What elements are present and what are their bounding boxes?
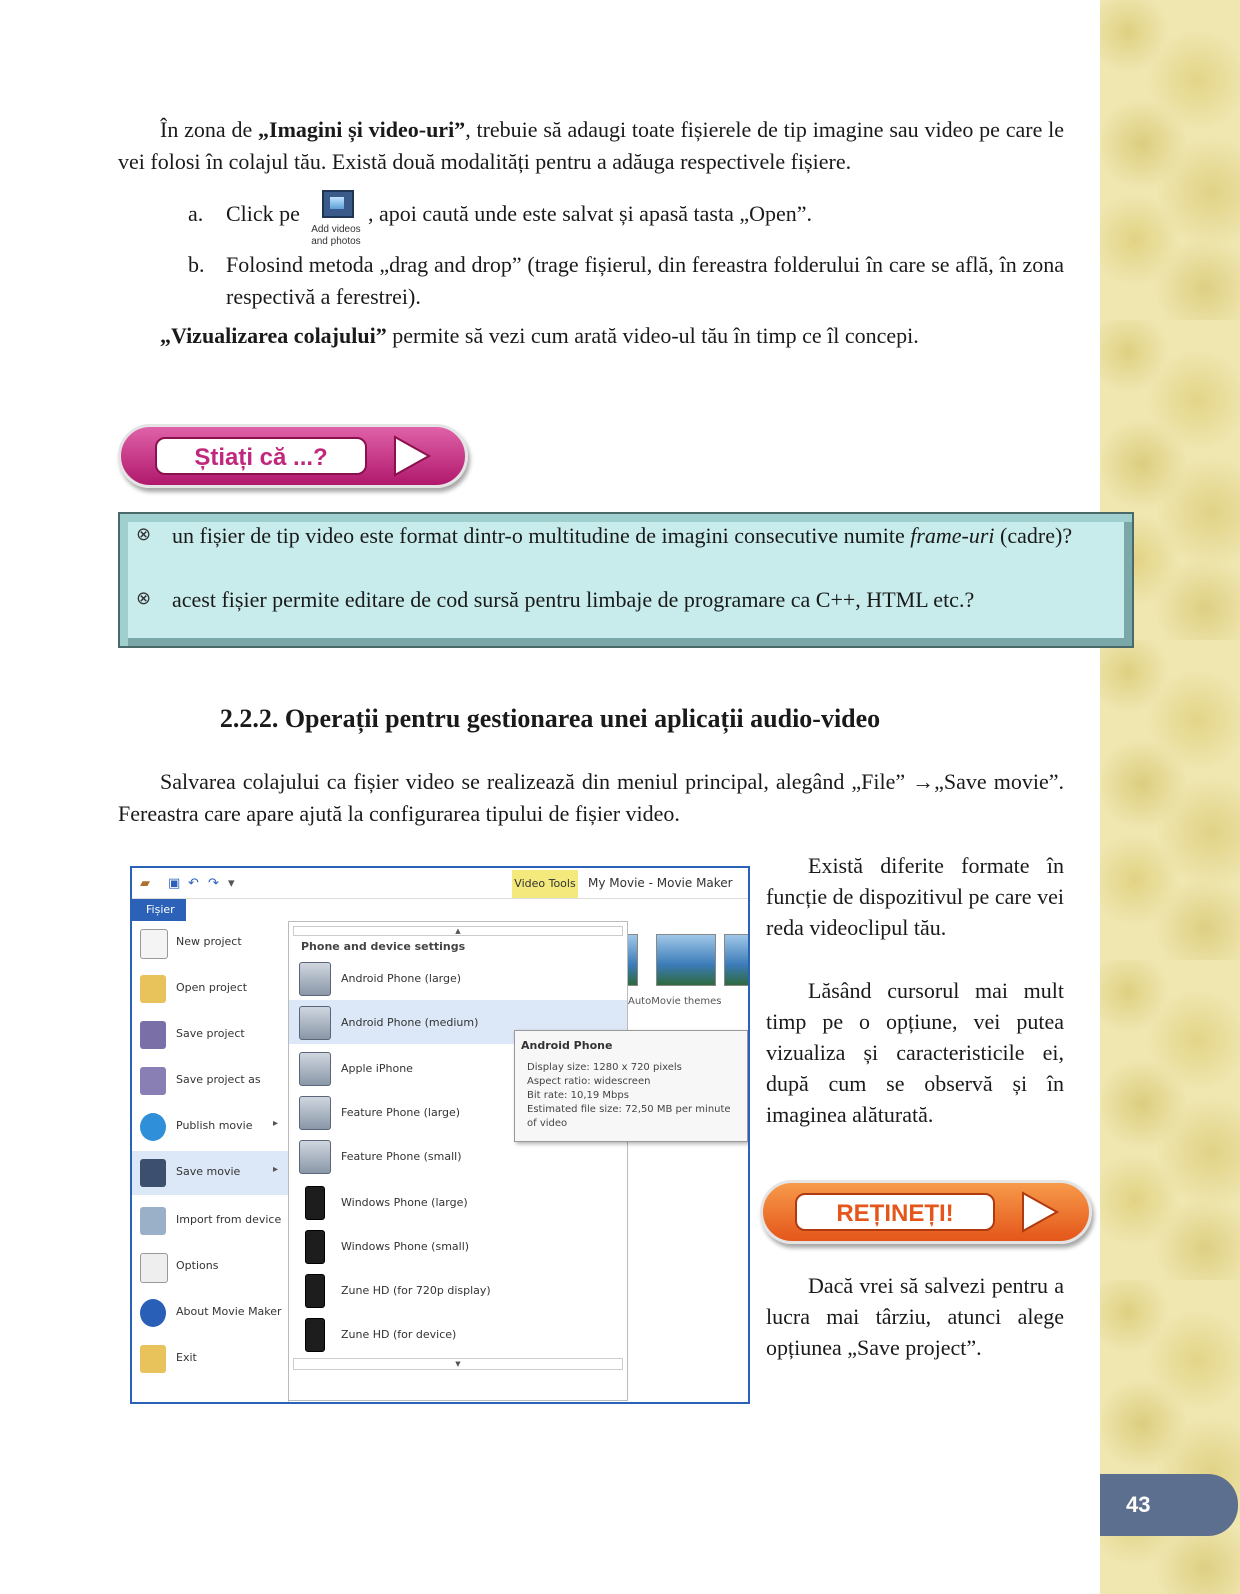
tooltip-line: Estimated file size: 72,50 MB per minute of video (527, 1104, 731, 1129)
submenu-item-label: Windows Phone (large) (341, 1196, 468, 1209)
camera-icon (299, 1006, 331, 1040)
open-folder-icon (140, 975, 166, 1003)
page-number: 43 (1100, 1474, 1238, 1536)
save-movie-paragraph (118, 766, 1064, 830)
retineti-text: Dacă vrei să salvezi pentru a lucra mai târziu, atunci alege opțiunea „Save project”. (766, 1273, 1064, 1360)
submenu-item-label: Zune HD (for device) (341, 1328, 457, 1341)
preview-text-suffix: permite să vezi cum arată video-ul tău în timp ce îl concepi. (386, 323, 919, 348)
scroll-up-icon[interactable]: ▲ (293, 926, 623, 936)
list-b-text: Folosind metoda „drag and drop” (trage fișierul, din fereastra folderului în care se află, în zona respectivă a ferestrei). (226, 252, 1064, 309)
add-videos-photos-icon (306, 184, 366, 250)
file-menu (132, 921, 289, 1404)
menu-item-new-project[interactable] (132, 921, 288, 965)
redo-icon[interactable]: ↷ (208, 876, 219, 891)
menu-item-options[interactable] (132, 1245, 288, 1289)
callout-item-2-text: acest fișier permite editare de cod sursă pentru limbaje de programare ca C++, HTML etc.? (172, 587, 975, 612)
play-arrow-icon (389, 433, 433, 479)
theme-thumbnails (628, 930, 750, 990)
submenu-item-zune-720p[interactable] (289, 1268, 627, 1312)
intro-text-prefix: În zona de (160, 117, 259, 142)
camera-icon (299, 1140, 331, 1174)
play-arrow-icon (1017, 1189, 1061, 1235)
retineti-banner (760, 1180, 1092, 1244)
submenu-item-label: Feature Phone (small) (341, 1150, 462, 1163)
movie-maker-screenshot (130, 866, 750, 1404)
theme-thumbnail[interactable] (724, 934, 750, 986)
side-paragraph-tooltip (766, 975, 1064, 1130)
intro-text-suffix: , trebuie să adaugi toate fișierele de tip imagine sau video pe care le vei folosi în colajul tău. Există două modalități pentru a adăuga respectivele fișiere. (118, 117, 1065, 174)
scroll-down-icon[interactable]: ▼ (293, 1358, 623, 1370)
section-heading: 2.2.2. Operații pentru gestionarea unei aplicații audio-video (219, 704, 881, 733)
menu-item-open-project[interactable] (132, 967, 288, 1011)
intro-paragraph (118, 114, 1064, 178)
undo-icon[interactable]: ↶ (188, 876, 199, 891)
submenu-item-windows-large[interactable] (289, 1180, 627, 1224)
menu-item-label: Exit (176, 1351, 197, 1364)
film-save-icon (140, 1159, 166, 1187)
exit-icon (140, 1345, 166, 1373)
menu-item-label: Save movie (176, 1165, 241, 1178)
stiati-ca-banner (118, 424, 468, 488)
menu-item-save-project-as[interactable] (132, 1059, 288, 1103)
film-icon (322, 190, 354, 218)
video-tools-tab[interactable]: Video Tools (512, 870, 578, 898)
side-paragraph-formats (766, 850, 1064, 943)
save-as-icon (140, 1067, 166, 1095)
submenu-item-label: Apple iPhone (341, 1062, 413, 1075)
menu-item-publish-movie[interactable] (132, 1105, 288, 1149)
menu-item-label: Options (176, 1259, 219, 1272)
menu-item-label: New project (176, 935, 242, 948)
did-you-know-box (118, 512, 1134, 648)
submenu-item-label: Feature Phone (large) (341, 1106, 461, 1119)
save-movie-submenu (288, 921, 628, 1401)
menu-item-label: Import from device (176, 1213, 282, 1226)
retineti-label: REȚINEȚI! (795, 1193, 995, 1231)
list-a-after: , apoi caută unde este salvat și apasă tasta „Open”. (367, 201, 813, 226)
phone-icon (305, 1186, 325, 1220)
stiati-ca-label: Știați că ...? (155, 437, 367, 475)
phone-icon (305, 1318, 325, 1352)
submenu-item-label: Android Phone (large) (341, 972, 462, 985)
list-item-b (188, 249, 1064, 313)
tooltip-line: Display size: 1280 x 720 pixels (527, 1062, 682, 1073)
save-icon[interactable]: ▣ (168, 876, 181, 891)
decorative-sidebar (1100, 0, 1240, 1594)
side-paragraph-tooltip-text: Lăsând cursorul mai mult timp pe o opțiune, vei putea vizualiza și caracteristicile ei, după cum se observă și în imaginea alăturată. (766, 978, 1064, 1127)
menu-item-exit[interactable] (132, 1337, 288, 1381)
callout-item-1-text: un fișier de tip video este format dintr-o multitudine de imagini consecutive numite (172, 523, 911, 548)
menu-item-label: About Movie Maker (176, 1305, 282, 1318)
list-marker-b: b. (188, 252, 205, 277)
automovie-themes-label: AutoMovie themes (628, 996, 722, 1007)
callout-item-1 (172, 520, 1112, 552)
camera-icon (299, 1052, 331, 1086)
camera-icon (299, 962, 331, 996)
menu-item-label: Save project (176, 1027, 245, 1040)
menu-item-save-movie[interactable] (132, 1151, 288, 1195)
add-videos-caption: Add videos and photos (311, 224, 361, 247)
list-item-a (188, 198, 1064, 250)
side-paragraph-formats-text: Există diferite formate în funcție de dispozitivul pe care vei reda videoclipul tău. (766, 853, 1064, 940)
submenu-item-zune-device[interactable] (289, 1312, 627, 1356)
callout-item-2 (172, 584, 1112, 616)
title-bar (132, 868, 748, 899)
preview-bold-term: „Vizualizarea colajului” (160, 323, 387, 348)
submenu-arrow-icon: ▸ (272, 1164, 278, 1175)
tooltip-title: Android Phone (521, 1039, 613, 1052)
new-project-icon (140, 929, 168, 959)
tooltip-line: Bit rate: 10,19 Mbps (527, 1090, 629, 1101)
save-movie-text: Salvarea colajului ca fișier video se realizează din meniul principal, alegând „File” →„Save movie”. Fereastra care apare ajută la configurarea tipului de fișier video. (118, 769, 1064, 826)
save-icon (140, 1021, 166, 1049)
intro-bold-term: „Imagini și video-uri” (258, 117, 466, 142)
submenu-item-windows-small[interactable] (289, 1224, 627, 1268)
callout-item-1-after: (cadre)? (994, 523, 1073, 548)
submenu-item-label: Android Phone (medium) (341, 1016, 479, 1029)
menu-item-save-project[interactable] (132, 1013, 288, 1057)
customize-dropdown-icon[interactable]: ▾ (228, 876, 235, 891)
phone-icon (305, 1274, 325, 1308)
device-tooltip (514, 1030, 748, 1142)
menu-item-label: Publish movie (176, 1119, 253, 1132)
info-icon (140, 1299, 166, 1327)
submenu-item-label: Zune HD (for 720p display) (341, 1284, 491, 1297)
preview-paragraph (118, 320, 1064, 352)
submenu-heading: Phone and device settings (301, 940, 466, 953)
window-title: My Movie - Movie Maker (588, 876, 733, 890)
globe-icon (140, 1113, 166, 1141)
submenu-item-label: Windows Phone (small) (341, 1240, 470, 1253)
menu-item-about[interactable] (132, 1291, 288, 1335)
submenu-item-android-large[interactable] (289, 956, 627, 1000)
app-icon: ▰ (140, 876, 150, 891)
submenu-arrow-icon: ▸ (272, 1118, 278, 1129)
list-a-before: Click pe (226, 201, 300, 226)
list-marker-a: a. (188, 201, 204, 226)
tooltip-line: Aspect ratio: widescreen (527, 1076, 651, 1087)
options-icon (140, 1253, 168, 1283)
camera-icon (140, 1207, 166, 1235)
bullet-icon: ⊗ (136, 588, 152, 609)
file-tab[interactable]: Fișier (132, 899, 186, 921)
menu-item-label: Save project as (176, 1073, 261, 1086)
menu-item-label: Open project (176, 981, 248, 994)
retineti-paragraph (766, 1270, 1064, 1363)
menu-item-import-from-device[interactable] (132, 1199, 288, 1243)
callout-item-1-italic: frame-uri (910, 523, 995, 548)
camera-icon (299, 1096, 331, 1130)
bullet-icon: ⊗ (136, 524, 152, 545)
phone-icon (305, 1230, 325, 1264)
theme-thumbnail[interactable] (656, 934, 716, 986)
